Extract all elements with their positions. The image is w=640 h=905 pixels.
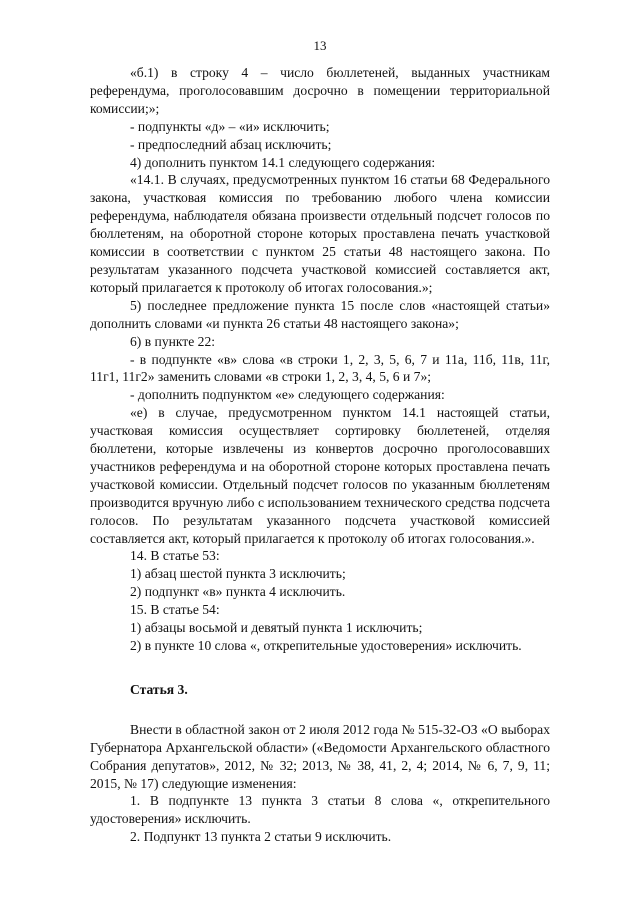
paragraph: - подпункты «д» – «и» исключить; xyxy=(130,118,330,134)
paragraph: 2) в пункте 10 слова «, открепительные удостоверения» исключить. xyxy=(130,638,522,653)
paragraph: «е) в случае, предусмотренном пунктом 14.1 настоящей статьи, участковая комиссия осуществляет сортировку бюллетеней, отделяя бюллетени, которые извлечены из конвертов досрочно проголосовавших участников референдума и на оборотной стороне которых проставлена печать участковой комиссии. Отдельный подсчет голосов по указанным бюллетеням производится вручную либо с использованием технического средства подсчета голосов. По результатам указанного подсчета участковой комиссией составляется акт, который прилагается к протоколу об итогах голосования.». xyxy=(90,405,550,546)
paragraph: «14.1. В случаях, предусмотренных пунктом 16 статьи 68 Федерального закона, участковая комиссия по требованию любого члена комиссии референдума, наблюдателя обязана произвести отдельный подсчет голосов по бюллетеням, на оборотной стороне которых проставлена печать участковой комиссии в соответствии с пунктом 25 статьи 48 настоящего закона. По результатам указанного подсчета участковой комиссией составляется акт, который прилагается к протоколу об итогах голосования.»; xyxy=(90,172,550,295)
paragraph: - предпоследний абзац исключить; xyxy=(130,136,332,152)
paragraph: - дополнить подпунктом «е» следующего содержания: xyxy=(130,387,445,403)
paragraph: 1) абзацы восьмой и девятый пункта 1 исключить; xyxy=(130,620,423,636)
article-heading: Статья 3. xyxy=(130,681,188,697)
paragraph: 6) в пункте 22: xyxy=(130,333,216,349)
page-number: 13 xyxy=(313,38,327,53)
paragraph: 1. В подпункте 13 пункта 3 статьи 8 слова «, открепительного удостоверения» исключить. xyxy=(90,793,550,827)
paragraph: 2. Подпункт 13 пункта 2 статьи 9 исключить. xyxy=(130,829,392,845)
paragraph: 15. В статье 54: xyxy=(130,602,220,618)
paragraph: 4) дополнить пунктом 14.1 следующего содержания: xyxy=(130,154,436,170)
paragraph: 14. В статье 53: xyxy=(130,548,220,564)
paragraph: «б.1) в строку 4 – число бюллетеней, выданных участникам референдума, проголосовавшим досрочно в помещении территориальной комиссии;»; xyxy=(90,65,550,116)
paragraph: Внести в областной закон от 2 июля 2012 года № 515-32-ОЗ «О выборах Губернатора Архангельской области» («Ведомости Архангельского областного Собрания депутатов», 2012, № 32; 2013, № 38, 41, 2, 4; 2014, № 6, 7, 9, 11; 2015, № 17) следующие изменения: xyxy=(90,721,550,791)
paragraph: - в подпункте «в» слова «в строки 1, 2, 3, 5, 6, 7 и 11а, 11б, 11в, 11г, 11г1, 11г2» заменить словами «в строки 1, 2, 3, 4, 5, 6 и 7»; xyxy=(90,351,550,385)
paragraph: 2) подпункт «в» пункта 4 исключить. xyxy=(130,584,346,600)
document-body xyxy=(90,64,550,846)
paragraph: 5) последнее предложение пункта 15 после слов «настоящей статьи» дополнить словами «и пункта 26 статьи 48 настоящего закона»; xyxy=(90,297,550,331)
paragraph: 1) абзац шестой пункта 3 исключить; xyxy=(130,566,346,582)
